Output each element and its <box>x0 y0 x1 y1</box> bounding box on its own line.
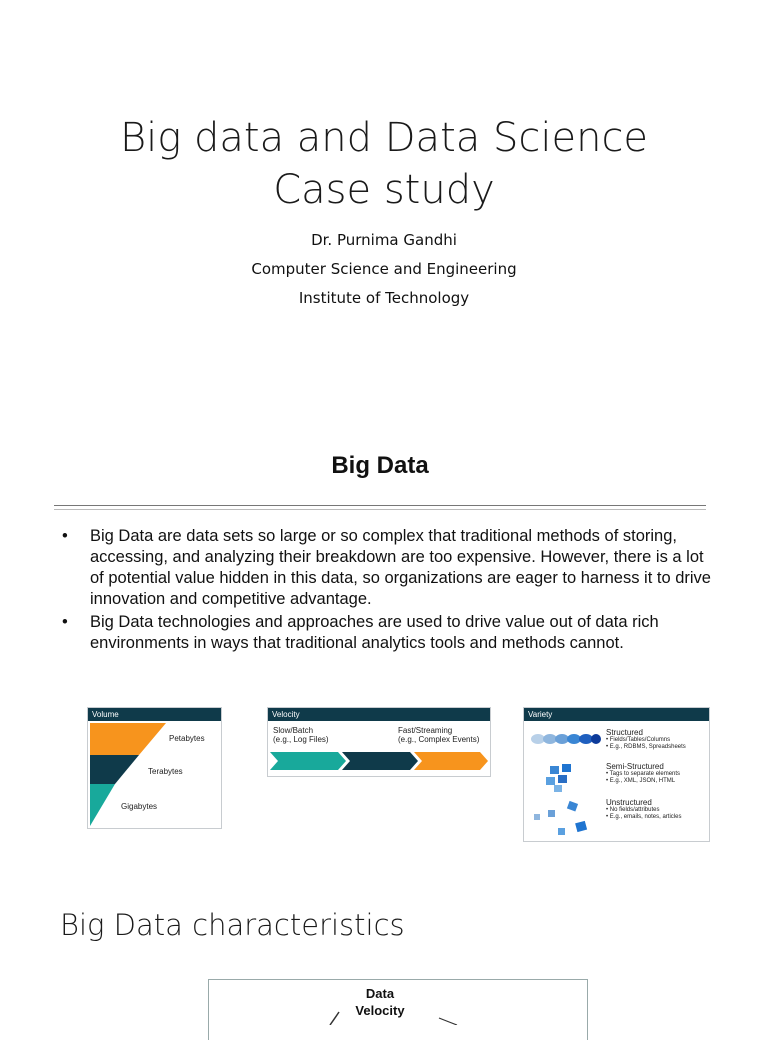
characteristics-diagram <box>208 979 588 1040</box>
title-line-1: Big data and Data Science <box>119 115 649 161</box>
variety-semi-bullet-2: • E.g., XML, JSON, HTML <box>606 778 676 784</box>
diagram-label-line-1: Data <box>365 986 395 1001</box>
heading-divider-secondary <box>54 509 706 510</box>
velocity-panel-title: Velocity <box>268 708 490 721</box>
velocity-arrow-slow <box>270 752 346 770</box>
bullet-item <box>62 612 712 654</box>
velocity-panel <box>267 707 491 777</box>
structured-dots-graphic <box>531 734 601 744</box>
velocity-slow-label: Slow/Batch <box>273 726 314 735</box>
bullet-text: Big Data technologies and approaches are used to drive value out of data rich environments in ways that traditional analytics tools and methods cannot. <box>90 613 659 652</box>
volume-band-petabytes <box>90 723 166 755</box>
institute-name: Institute of Technology <box>298 289 470 307</box>
variety-semi-bullet-1: • Tags to separate elements <box>606 771 681 777</box>
department-name: Computer Science and Engineering <box>251 260 517 278</box>
diagram-arc-graphic <box>209 980 587 1025</box>
bullet-marker: • <box>62 613 68 631</box>
author-name: Dr. Purnima Gandhi <box>311 231 457 249</box>
velocity-slow-example: (e.g., Log Files) <box>273 735 329 744</box>
variety-unstructured-bullet-1: • No fields/attributes <box>606 807 660 813</box>
volume-band-gigabytes <box>90 784 115 826</box>
volume-panel <box>87 707 222 829</box>
variety-unstructured-bullet-2: • E.g., emails, notes, articles <box>606 814 682 820</box>
volume-label-gigabytes: Gigabytes <box>121 802 158 811</box>
volume-label-terabytes: Terabytes <box>148 767 183 776</box>
volume-panel-title: Volume <box>88 708 221 721</box>
characteristics-title: Big Data characteristics <box>60 908 405 942</box>
bullet-item <box>62 526 712 610</box>
variety-structured-title: Structured <box>606 728 643 737</box>
velocity-arrow-medium <box>342 752 418 770</box>
diagram-label-line-2: Velocity <box>355 1003 405 1018</box>
velocity-arrows-graphic <box>270 750 488 772</box>
semi-structured-cubes-graphic <box>546 764 571 792</box>
bullet-text: Big Data are data sets so large or so complex that traditional methods of storing, accessing, and analyzing their breakdown are too expensive. However, there is a lot of potential value hidden in this data, so organizations are eager to harness it to drive innovation and competitive advantage. <box>90 527 711 608</box>
velocity-arrow-fast <box>414 752 488 770</box>
heading-divider <box>54 505 706 506</box>
big-data-heading: Big Data <box>331 452 429 479</box>
variety-unstructured-title: Unstructured <box>606 798 652 807</box>
variety-structured-bullet-1: • Fields/Tables/Columns <box>606 737 671 743</box>
title-line-2: Case study <box>273 167 495 213</box>
volume-band-terabytes <box>90 755 139 784</box>
big-data-bullets <box>62 526 712 656</box>
variety-semi-title: Semi-Structured <box>606 762 664 771</box>
unstructured-shapes-graphic <box>534 801 587 835</box>
velocity-fast-label: Fast/Streaming <box>398 726 453 735</box>
title-slide-heading <box>0 112 768 216</box>
bullet-marker: • <box>62 527 68 545</box>
velocity-fast-example: (e.g., Complex Events) <box>398 735 480 744</box>
variety-graphic <box>530 730 602 838</box>
variety-panel-title: Variety <box>524 708 709 721</box>
volume-label-petabytes: Petabytes <box>169 734 205 743</box>
variety-panel <box>523 707 710 842</box>
variety-structured-bullet-2: • E.g., RDBMS, Spreadsheets <box>606 744 686 750</box>
